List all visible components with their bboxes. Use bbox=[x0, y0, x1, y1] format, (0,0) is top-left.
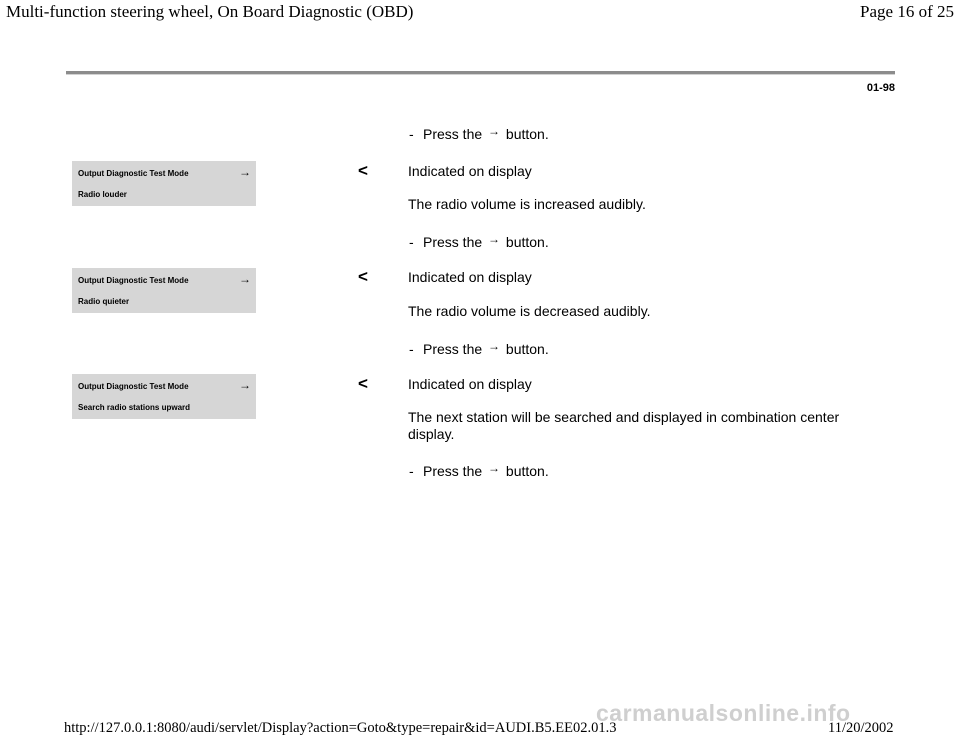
step-dash: - bbox=[409, 234, 414, 250]
indicated-text: Indicated on display bbox=[408, 376, 532, 392]
header-divider bbox=[66, 71, 895, 75]
arrow-icon: → bbox=[488, 461, 501, 475]
indicated-text: Indicated on display bbox=[408, 163, 532, 179]
page-number: 01-98 bbox=[866, 82, 895, 94]
pointer-icon: < bbox=[358, 267, 368, 286]
watermark: carmanualsonline.info bbox=[596, 700, 851, 726]
step-dash: - bbox=[409, 126, 414, 142]
panel-subtitle: Radio louder bbox=[78, 190, 127, 199]
page-indicator: Page 16 of 25 bbox=[860, 2, 954, 21]
indicated-text: Indicated on display bbox=[408, 269, 532, 285]
press-step bbox=[409, 126, 549, 142]
step-suffix: button. bbox=[505, 126, 549, 142]
step-suffix: button. bbox=[505, 341, 549, 357]
step-suffix: button. bbox=[505, 463, 549, 479]
footer-url: http://127.0.0.1:8080/audi/servlet/Display?action=Goto&type=repair&id=AUDI.B5.EE02.01.3 bbox=[64, 720, 617, 736]
panel-subtitle: Radio quieter bbox=[78, 297, 130, 306]
press-step bbox=[409, 234, 549, 250]
pointer-icon: < bbox=[358, 374, 368, 393]
display-panel bbox=[72, 161, 256, 206]
arrow-icon: → bbox=[488, 124, 501, 138]
panel-title: Output Diagnostic Test Mode bbox=[78, 169, 189, 178]
panel-arrow-icon: → bbox=[239, 272, 251, 286]
display-panel bbox=[72, 268, 256, 313]
panel-arrow-icon: → bbox=[239, 165, 251, 179]
arrow-icon: → bbox=[488, 232, 501, 246]
panel-subtitle: Search radio stations upward bbox=[78, 403, 191, 412]
step-prefix: Press the bbox=[423, 234, 483, 250]
step-dash: - bbox=[409, 463, 414, 479]
document-title: Multi-function steering wheel, On Board Diagnostic (OBD) bbox=[6, 2, 414, 21]
description-text: The radio volume is increased audibly. bbox=[408, 196, 646, 212]
pointer-icon: < bbox=[358, 161, 368, 180]
panel-title: Output Diagnostic Test Mode bbox=[78, 382, 189, 391]
panel-title: Output Diagnostic Test Mode bbox=[78, 276, 189, 285]
step-dash: - bbox=[409, 341, 414, 357]
footer-date: 11/20/2002 bbox=[828, 720, 894, 736]
step-prefix: Press the bbox=[423, 463, 483, 479]
description-text: The next station will be searched and displayed in combination center display. bbox=[408, 409, 840, 442]
step-suffix: button. bbox=[505, 234, 549, 250]
arrow-icon: → bbox=[488, 339, 501, 353]
press-step bbox=[409, 341, 549, 357]
step-prefix: Press the bbox=[423, 341, 483, 357]
display-panel bbox=[72, 374, 256, 419]
description-text: The radio volume is decreased audibly. bbox=[408, 303, 651, 319]
press-step bbox=[409, 463, 549, 479]
panel-arrow-icon: → bbox=[239, 378, 251, 392]
step-prefix: Press the bbox=[423, 126, 483, 142]
